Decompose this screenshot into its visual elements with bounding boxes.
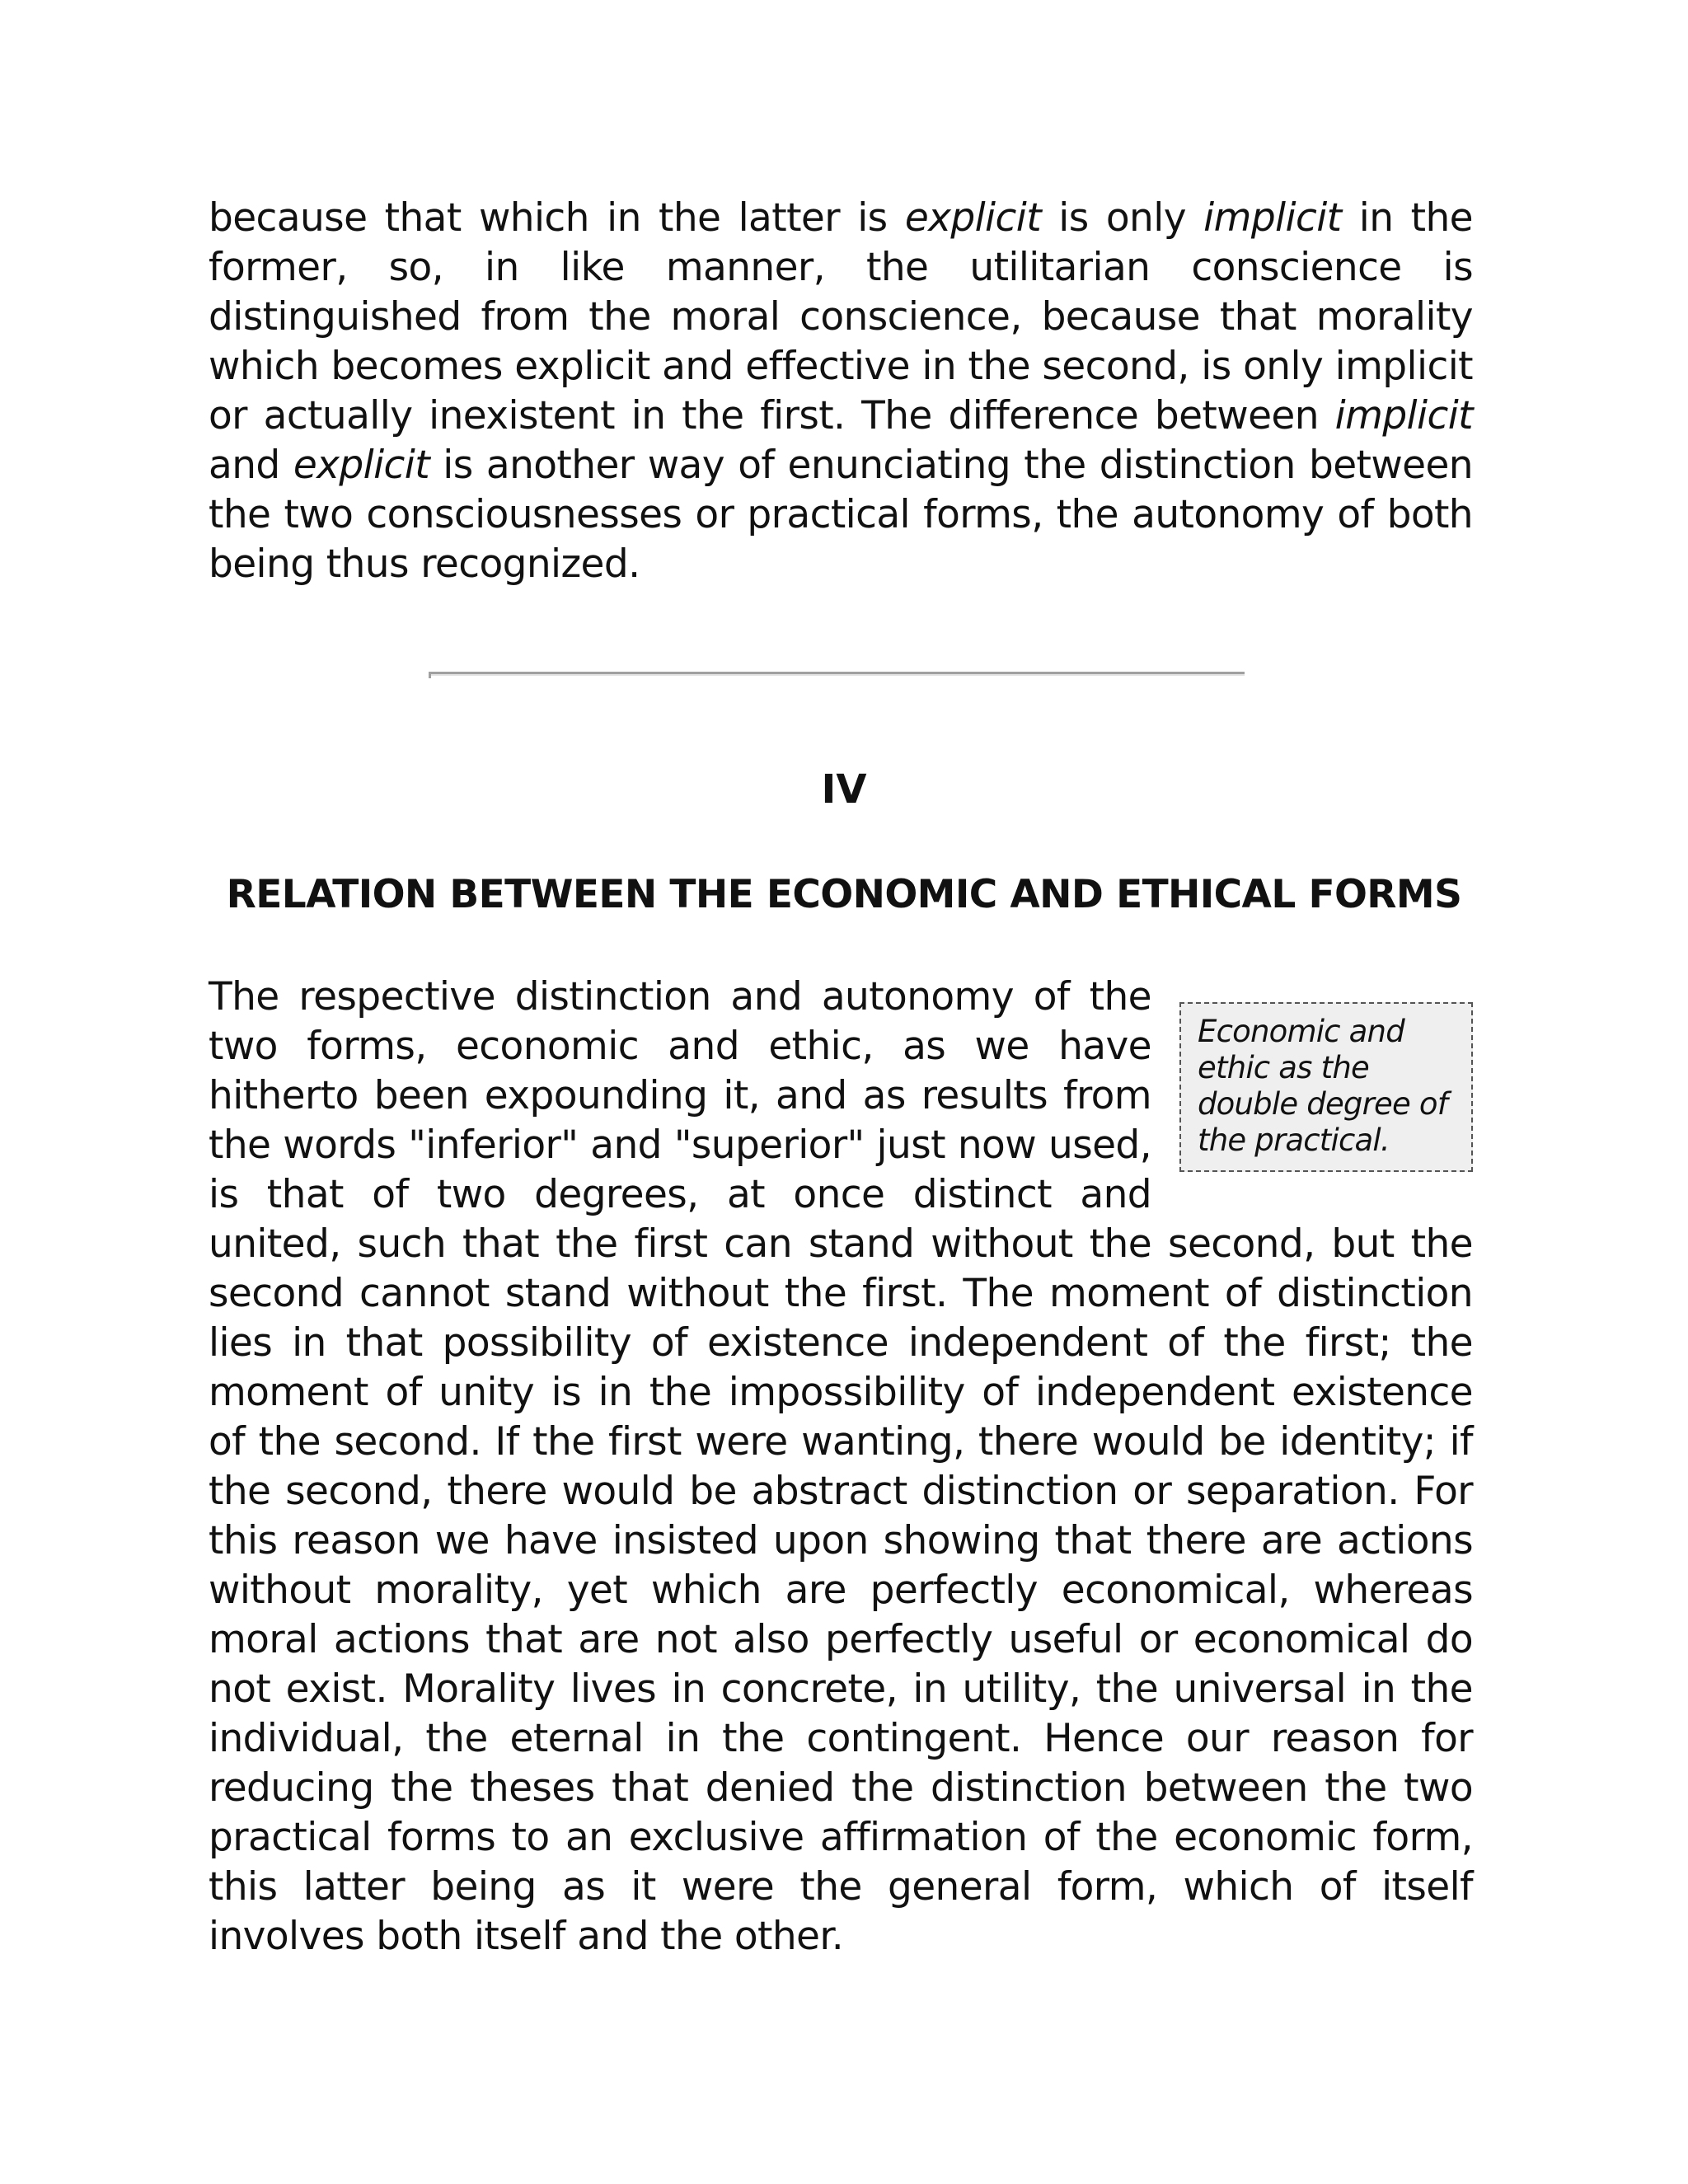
chapter-number: IV [821,766,867,813]
continuation-text: and [209,443,293,488]
continuation-text: is only [1041,195,1204,241]
emphasis-explicit: explicit [904,195,1042,241]
continuation-text-start: because that which in the latter is [209,195,905,241]
continuation-block [209,194,1473,589]
section-divider [429,672,1245,676]
continuation-text: in the former, so, in like manner, the utilitarian conscience is distinguished from the moral conscience, because that morality which becomes explicit and effective in the second, is only implicit or actually inexistent in the first. The difference between [209,195,1473,438]
emphasis-explicit: explicit [293,443,430,488]
chapter-title: RELATION BETWEEN THE ECONOMIC AND ETHICAL FORMS [226,872,1462,917]
body-paragraph: The respective distinction and autonomy of the two forms, economic and ethic, as we have hitherto been expounding it, and as results from the words "inferior" and "superior" just now used, is that of two degrees, at once distinct and united, such that the first can stand without the second, but the second cannot stand without the first. The moment of distinction lies in that possibility of existence independent of the first; the moment of unity is in the impossibility of independent existence of the second. If the first were wanting, there would be identity; if the second, there would be abstract distinction or separation. For this reason we have insisted upon showing that there are actions without morality, yet which are perfectly economical, whereas moral actions that are not also perfectly useful or economical do not exist. Morality lives in concrete, in utility, the universal in the individual, the eternal in the contingent. Hence our reason for reducing the theses that denied the distinction between the two practical forms to an exclusive affirmation of the economic form, this latter being as it were the general form, which of itself involves both itself and the other. [209,974,1473,1959]
margin-note: Economic and ethic as the double degree of the practical. [1179,1002,1473,1172]
emphasis-implicit: implicit [1334,393,1473,438]
continuation-text-end: is another way of enunciating the distinction between the two consciousnesses or practical forms, the autonomy of both being thus recognized. [209,443,1473,587]
chapter-body [209,972,1473,1961]
continuation-paragraph [209,194,1473,589]
emphasis-implicit: implicit [1203,195,1342,241]
